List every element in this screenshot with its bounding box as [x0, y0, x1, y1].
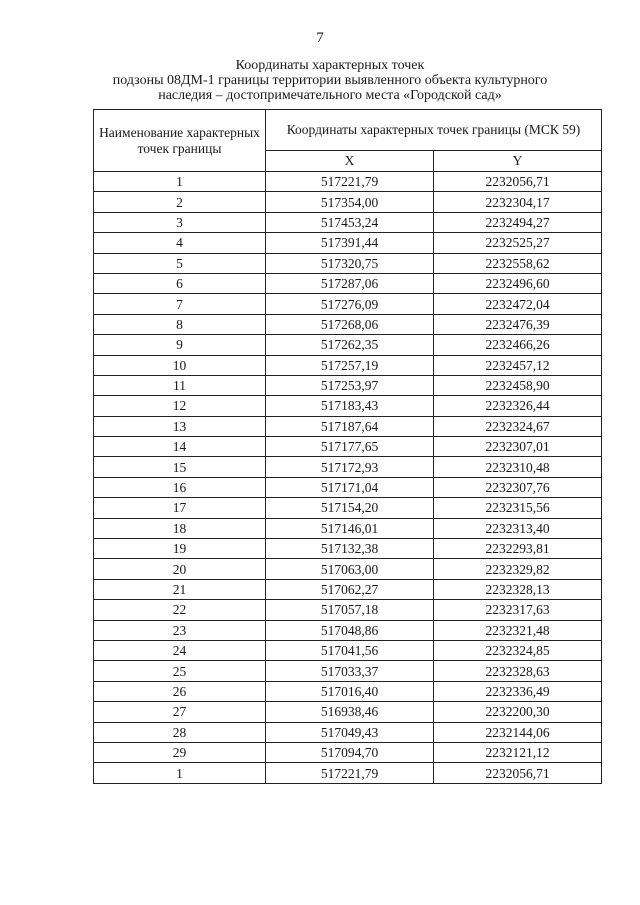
x-coordinate-cell: 517221,79 [266, 763, 434, 783]
header-y: Y [434, 151, 602, 172]
x-coordinate-cell: 517171,04 [266, 477, 434, 497]
x-coordinate-cell: 517172,93 [266, 457, 434, 477]
point-number-cell: 16 [94, 477, 266, 497]
point-number-cell: 26 [94, 681, 266, 701]
point-number-cell: 1 [94, 172, 266, 192]
table-row [94, 437, 602, 457]
x-coordinate-cell: 517262,35 [266, 335, 434, 355]
point-number-cell: 9 [94, 335, 266, 355]
point-number-cell: 15 [94, 457, 266, 477]
x-coordinate-cell: 517268,06 [266, 314, 434, 334]
point-number-cell: 1 [94, 763, 266, 783]
x-coordinate-cell: 517033,37 [266, 661, 434, 681]
table-row [94, 192, 602, 212]
y-coordinate-cell: 2232329,82 [434, 559, 602, 579]
point-number-cell: 6 [94, 273, 266, 293]
x-coordinate-cell: 517132,38 [266, 539, 434, 559]
table-row [94, 539, 602, 559]
table-row [94, 600, 602, 620]
point-number-cell: 2 [94, 192, 266, 212]
x-coordinate-cell: 517057,18 [266, 600, 434, 620]
x-coordinate-cell: 517287,06 [266, 273, 434, 293]
title-line-1: Координаты характерных точек [235, 58, 425, 73]
x-coordinate-cell: 517320,75 [266, 253, 434, 273]
point-number-cell: 29 [94, 742, 266, 762]
table-row [94, 640, 602, 660]
table-row [94, 396, 602, 416]
table-row [94, 253, 602, 273]
x-coordinate-cell: 517049,43 [266, 722, 434, 742]
table-row [94, 702, 602, 722]
y-coordinate-cell: 2232310,48 [434, 457, 602, 477]
x-coordinate-cell: 517453,24 [266, 212, 434, 232]
y-coordinate-cell: 2232056,71 [434, 172, 602, 192]
y-coordinate-cell: 2232056,71 [434, 763, 602, 783]
header-coordinates: Координаты характерных точек границы (МСК 59) [266, 110, 602, 151]
title-line-2: подзоны 08ДМ-1 границы территории выявленного объекта культурного [112, 73, 548, 88]
y-coordinate-cell: 2232328,13 [434, 579, 602, 599]
y-coordinate-cell: 2232336,49 [434, 681, 602, 701]
table-row [94, 273, 602, 293]
x-coordinate-cell: 517187,64 [266, 416, 434, 436]
y-coordinate-cell: 2232458,90 [434, 375, 602, 395]
point-number-cell: 13 [94, 416, 266, 436]
y-coordinate-cell: 2232317,63 [434, 600, 602, 620]
table-row [94, 212, 602, 232]
x-coordinate-cell: 517016,40 [266, 681, 434, 701]
table-row [94, 416, 602, 436]
point-number-cell: 23 [94, 620, 266, 640]
point-number-cell: 7 [94, 294, 266, 314]
x-coordinate-cell: 517253,97 [266, 375, 434, 395]
y-coordinate-cell: 2232476,39 [434, 314, 602, 334]
y-coordinate-cell: 2232200,30 [434, 702, 602, 722]
y-coordinate-cell: 2232304,17 [434, 192, 602, 212]
table-row [94, 498, 602, 518]
table-row [94, 355, 602, 375]
table-row [94, 661, 602, 681]
table-row [94, 172, 602, 192]
table-row [94, 722, 602, 742]
page-number: 7 [316, 30, 324, 46]
x-coordinate-cell: 517177,65 [266, 437, 434, 457]
x-coordinate-cell: 517154,20 [266, 498, 434, 518]
table-row [94, 742, 602, 762]
point-number-cell: 25 [94, 661, 266, 681]
y-coordinate-cell: 2232324,85 [434, 640, 602, 660]
header-x: X [266, 151, 434, 172]
y-coordinate-cell: 2232293,81 [434, 539, 602, 559]
table-header [94, 110, 602, 172]
y-coordinate-cell: 2232121,12 [434, 742, 602, 762]
point-number-cell: 21 [94, 579, 266, 599]
y-coordinate-cell: 2232313,40 [434, 518, 602, 538]
point-number-cell: 17 [94, 498, 266, 518]
table-row [94, 763, 602, 783]
x-coordinate-cell: 517041,56 [266, 640, 434, 660]
table-row [94, 457, 602, 477]
table-row [94, 559, 602, 579]
table-row [94, 518, 602, 538]
y-coordinate-cell: 2232472,04 [434, 294, 602, 314]
x-coordinate-cell: 517146,01 [266, 518, 434, 538]
table-row [94, 620, 602, 640]
point-number-cell: 8 [94, 314, 266, 334]
table-row [94, 314, 602, 334]
table-row [94, 375, 602, 395]
y-coordinate-cell: 2232328,63 [434, 661, 602, 681]
document-title [60, 58, 600, 103]
point-number-cell: 5 [94, 253, 266, 273]
x-coordinate-cell: 517391,44 [266, 233, 434, 253]
table-row [94, 579, 602, 599]
header-point-name: Наименование характерных точек границы [94, 110, 266, 172]
point-number-cell: 20 [94, 559, 266, 579]
point-number-cell: 3 [94, 212, 266, 232]
point-number-cell: 18 [94, 518, 266, 538]
point-number-cell: 24 [94, 640, 266, 660]
y-coordinate-cell: 2232324,67 [434, 416, 602, 436]
x-coordinate-cell: 517276,09 [266, 294, 434, 314]
x-coordinate-cell: 517257,19 [266, 355, 434, 375]
x-coordinate-cell: 517094,70 [266, 742, 434, 762]
y-coordinate-cell: 2232525,27 [434, 233, 602, 253]
y-coordinate-cell: 2232144,06 [434, 722, 602, 742]
table-row [94, 477, 602, 497]
y-coordinate-cell: 2232496,60 [434, 273, 602, 293]
y-coordinate-cell: 2232558,62 [434, 253, 602, 273]
x-coordinate-cell: 517063,00 [266, 559, 434, 579]
table-body [94, 172, 602, 784]
table-row [94, 294, 602, 314]
x-coordinate-cell: 517221,79 [266, 172, 434, 192]
point-number-cell: 10 [94, 355, 266, 375]
point-number-cell: 22 [94, 600, 266, 620]
point-number-cell: 14 [94, 437, 266, 457]
y-coordinate-cell: 2232321,48 [434, 620, 602, 640]
point-number-cell: 12 [94, 396, 266, 416]
y-coordinate-cell: 2232315,56 [434, 498, 602, 518]
y-coordinate-cell: 2232307,76 [434, 477, 602, 497]
y-coordinate-cell: 2232494,27 [434, 212, 602, 232]
x-coordinate-cell: 517062,27 [266, 579, 434, 599]
x-coordinate-cell: 516938,46 [266, 702, 434, 722]
table-row [94, 681, 602, 701]
table-row [94, 335, 602, 355]
y-coordinate-cell: 2232466,26 [434, 335, 602, 355]
point-number-cell: 28 [94, 722, 266, 742]
point-number-cell: 11 [94, 375, 266, 395]
point-number-cell: 19 [94, 539, 266, 559]
title-line-3: наследия – достопримечательного места «Городской сад» [158, 88, 502, 103]
coordinates-table [93, 109, 602, 784]
y-coordinate-cell: 2232326,44 [434, 396, 602, 416]
point-number-cell: 27 [94, 702, 266, 722]
x-coordinate-cell: 517048,86 [266, 620, 434, 640]
point-number-cell: 4 [94, 233, 266, 253]
x-coordinate-cell: 517183,43 [266, 396, 434, 416]
y-coordinate-cell: 2232307,01 [434, 437, 602, 457]
table-row [94, 233, 602, 253]
x-coordinate-cell: 517354,00 [266, 192, 434, 212]
y-coordinate-cell: 2232457,12 [434, 355, 602, 375]
